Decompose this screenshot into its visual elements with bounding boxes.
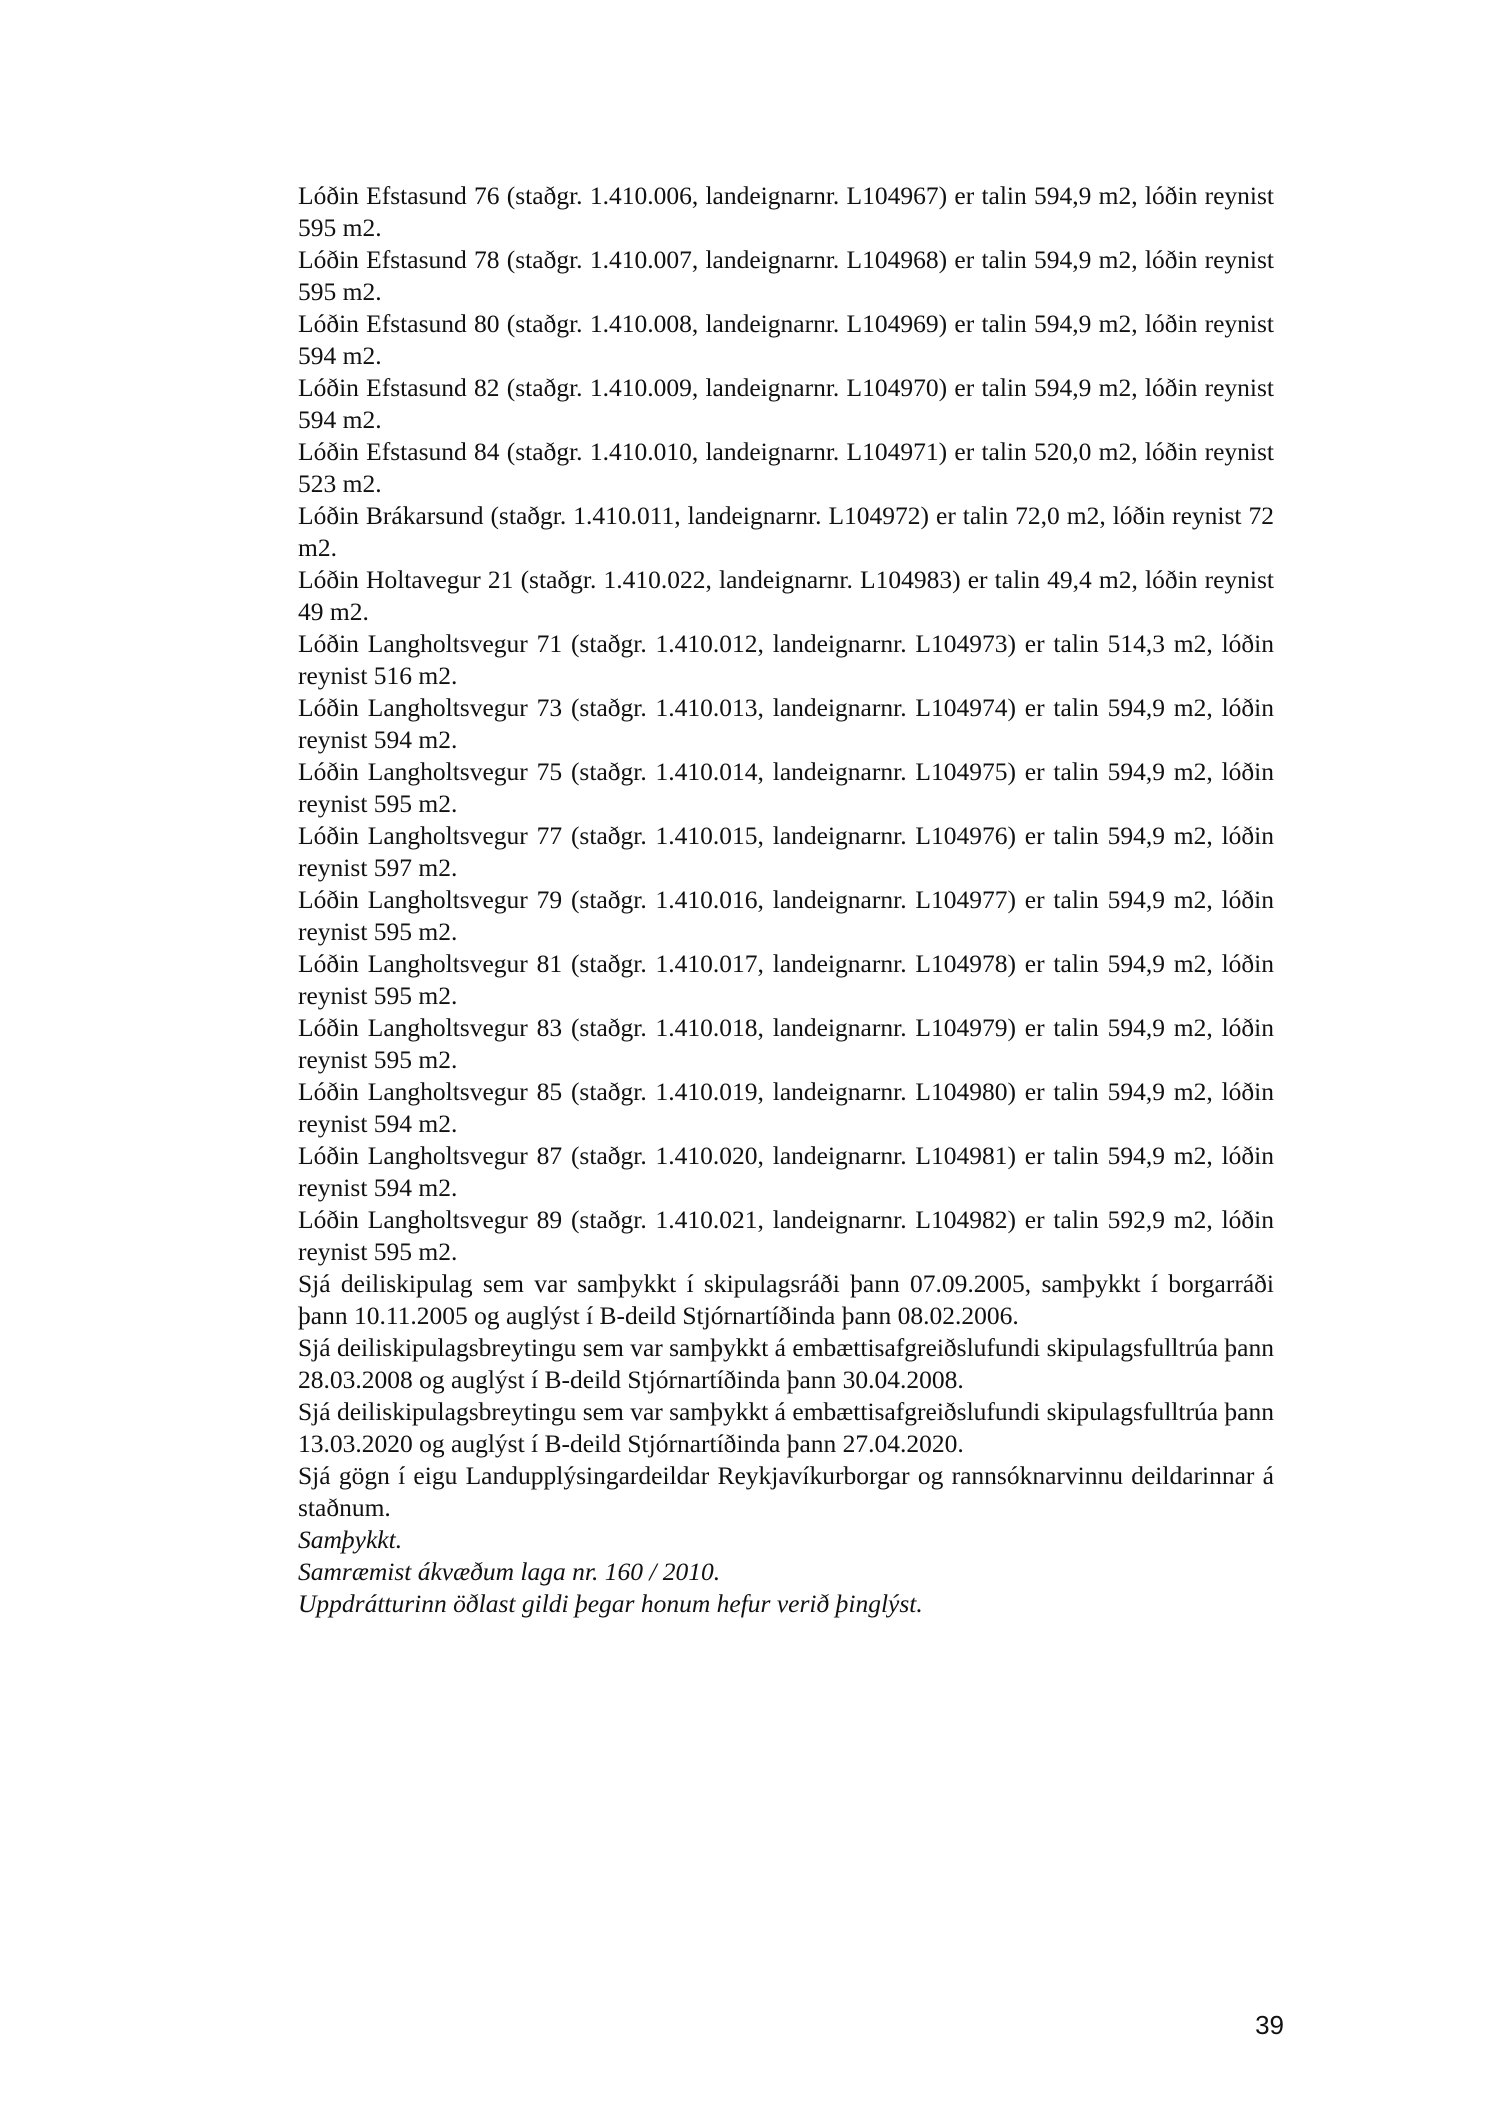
paragraph-lot-langholtsvegur-73: Lóðin Langholtsvegur 73 (staðgr. 1.410.013, landeignarnr. L104974) er talin 594,9 m2, lóðin reynist 594 m2. — [298, 693, 1274, 754]
paragraph-lot-langholtsvegur-71: Lóðin Langholtsvegur 71 (staðgr. 1.410.012, landeignarnr. L104973) er talin 514,3 m2, lóðin reynist 516 m2. — [298, 629, 1274, 690]
paragraph-lot-efstasund-76: Lóðin Efstasund 76 (staðgr. 1.410.006, landeignarnr. L104967) er talin 594,9 m2, lóðin reynist 595 m2. — [298, 181, 1274, 242]
approval-note: Samþykkt. — [298, 1525, 403, 1554]
paragraph-plan-amendment-2008: Sjá deiliskipulagsbreytingu sem var samþykkt á embættisafgreiðslufundi skipulagsfulltrúa þann 28.03.2008 og auglýst í B-deild Stjórnartíðinda þann 30.04.2008. — [298, 1333, 1274, 1394]
paragraph-data-sources: Sjá gögn í eigu Landupplýsingardeildar Reykjavíkurborgar og rannsóknarvinnu deildarinnar á staðnum. — [298, 1461, 1274, 1522]
paragraph-lot-langholtsvegur-85: Lóðin Langholtsvegur 85 (staðgr. 1.410.019, landeignarnr. L104980) er talin 594,9 m2, lóðin reynist 594 m2. — [298, 1077, 1274, 1138]
paragraph-lot-langholtsvegur-75: Lóðin Langholtsvegur 75 (staðgr. 1.410.014, landeignarnr. L104975) er talin 594,9 m2, lóðin reynist 595 m2. — [298, 757, 1274, 818]
body-text — [298, 180, 1274, 1620]
paragraph-lot-langholtsvegur-83: Lóðin Langholtsvegur 83 (staðgr. 1.410.018, landeignarnr. L104979) er talin 594,9 m2, lóðin reynist 595 m2. — [298, 1013, 1274, 1074]
law-compliance-note: Samræmist ákvæðum laga nr. 160 / 2010. — [298, 1557, 721, 1586]
paragraph-lot-langholtsvegur-81: Lóðin Langholtsvegur 81 (staðgr. 1.410.017, landeignarnr. L104978) er talin 594,9 m2, lóðin reynist 595 m2. — [298, 949, 1274, 1010]
page-number: 39 — [1255, 2010, 1284, 2040]
paragraph-lot-langholtsvegur-87: Lóðin Langholtsvegur 87 (staðgr. 1.410.020, landeignarnr. L104981) er talin 594,9 m2, lóðin reynist 594 m2. — [298, 1141, 1274, 1202]
paragraph-lot-holtavegur-21: Lóðin Holtavegur 21 (staðgr. 1.410.022, landeignarnr. L104983) er talin 49,4 m2, lóðin reynist 49 m2. — [298, 565, 1274, 626]
paragraph-plan-reference-2005: Sjá deiliskipulag sem var samþykkt í skipulagsráði þann 07.09.2005, samþykkt í borgarráði þann 10.11.2005 og auglýst í B-deild Stjórnartíðinda þann 08.02.2006. — [298, 1269, 1274, 1330]
paragraph-lot-efstasund-84: Lóðin Efstasund 84 (staðgr. 1.410.010, landeignarnr. L104971) er talin 520,0 m2, lóðin reynist 523 m2. — [298, 437, 1274, 498]
paragraph-lot-efstasund-80: Lóðin Efstasund 80 (staðgr. 1.410.008, landeignarnr. L104969) er talin 594,9 m2, lóðin reynist 594 m2. — [298, 309, 1274, 370]
paragraph-lot-langholtsvegur-77: Lóðin Langholtsvegur 77 (staðgr. 1.410.015, landeignarnr. L104976) er talin 594,9 m2, lóðin reynist 597 m2. — [298, 821, 1274, 882]
paragraph-lot-langholtsvegur-89: Lóðin Langholtsvegur 89 (staðgr. 1.410.021, landeignarnr. L104982) er talin 592,9 m2, lóðin reynist 595 m2. — [298, 1205, 1274, 1266]
paragraph-lot-langholtsvegur-79: Lóðin Langholtsvegur 79 (staðgr. 1.410.016, landeignarnr. L104977) er talin 594,9 m2, lóðin reynist 595 m2. — [298, 885, 1274, 946]
paragraph-plan-amendment-2020: Sjá deiliskipulagsbreytingu sem var samþykkt á embættisafgreiðslufundi skipulagsfulltrúa þann 13.03.2020 og auglýst í B-deild Stjórnartíðinda þann 27.04.2020. — [298, 1397, 1274, 1458]
paragraph-lot-brakarsund: Lóðin Brákarsund (staðgr. 1.410.011, landeignarnr. L104972) er talin 72,0 m2, lóðin reynist 72 m2. — [298, 501, 1274, 562]
validity-note: Uppdrátturinn öðlast gildi þegar honum hefur verið þinglýst. — [298, 1589, 923, 1618]
paragraph-lot-efstasund-78: Lóðin Efstasund 78 (staðgr. 1.410.007, landeignarnr. L104968) er talin 594,9 m2, lóðin reynist 595 m2. — [298, 245, 1274, 306]
paragraph-lot-efstasund-82: Lóðin Efstasund 82 (staðgr. 1.410.009, landeignarnr. L104970) er talin 594,9 m2, lóðin reynist 594 m2. — [298, 373, 1274, 434]
